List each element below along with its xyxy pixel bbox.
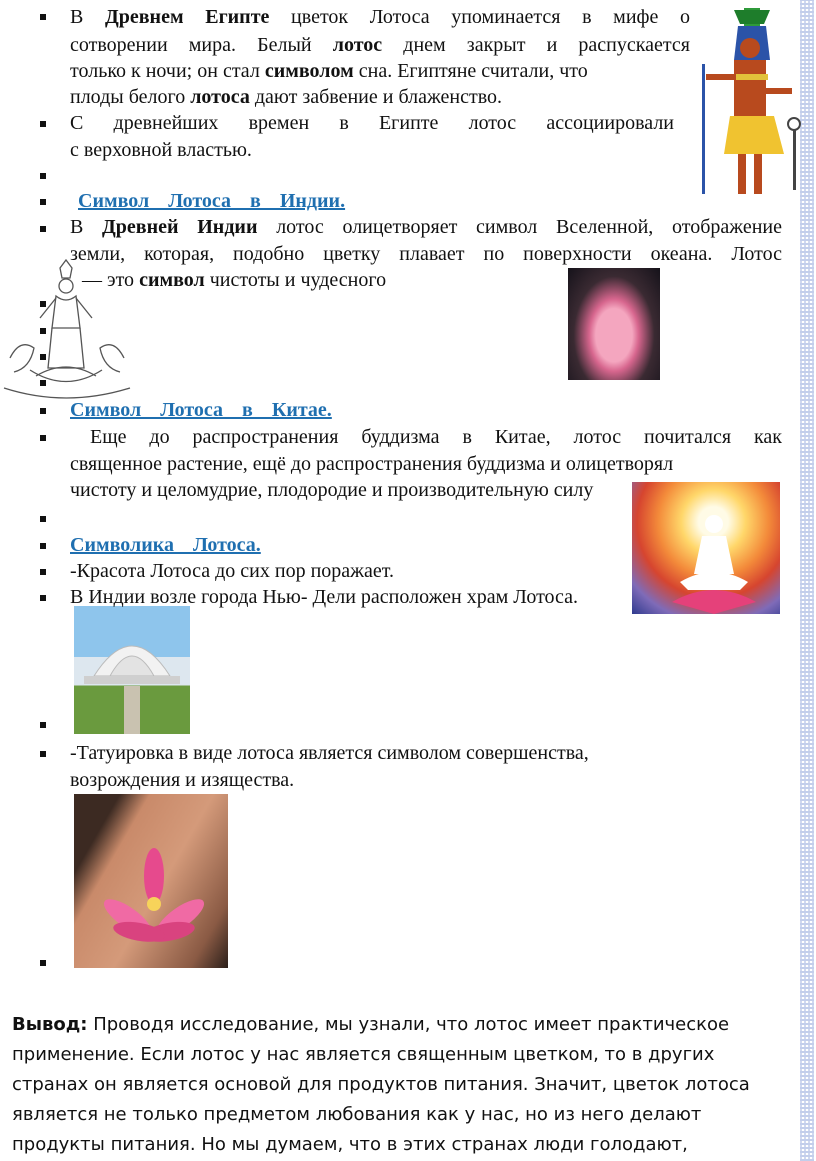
china-line-2: священное растение, ещё до распространения буддизма и олицетворял (70, 453, 674, 475)
bullet-marker (40, 408, 46, 414)
egypt-line-5: С древнейших времен в Египте лотос ассоциировали (70, 112, 674, 134)
bullet-marker (40, 173, 46, 179)
egypt-line-1: В Древнем Египте цветок Лотоса упоминается в мифе о (70, 6, 690, 28)
symbolism-heading[interactable]: Символика Лотоса. (70, 534, 261, 556)
egypt-line-2: сотворении мира. Белый лотос днем закрыт и распускается (70, 34, 690, 56)
conclusion-line-4: является не только предметом любования как у нас, но из него делают (12, 1104, 702, 1125)
india-line-2: земли, которая, подобно цветку плавает по поверхности океана. Лотос (70, 243, 782, 265)
china-line-3: чистоту и целомудрие, плодородие и производительную силу (70, 479, 594, 501)
india-heading[interactable]: Символ Лотоса в Индии. (78, 190, 346, 212)
india-line-3: — это символ чистоты и чудесного (82, 269, 387, 291)
bullet-marker (40, 960, 46, 966)
bullet-marker (40, 301, 46, 307)
bullet-marker (40, 595, 46, 601)
egypt-line-3: только к ночи; он стал символом сна. Египтяне считали, что (70, 60, 588, 82)
bullet-marker (40, 435, 46, 441)
symbolism-line-2: В Индии возле города Нью- Дели расположен храм Лотоса. (70, 586, 579, 608)
bullet-marker (40, 751, 46, 757)
egyptian-figure-image (694, 4, 806, 200)
bullet-marker (40, 14, 46, 20)
bullet-marker (40, 569, 46, 575)
india-line-1: В Древней Индии лотос олицетворяет символ Вселенной, отображение (70, 216, 782, 238)
bullet-marker (40, 380, 46, 386)
conclusion-line-5: продукты питания. Но мы думаем, что в этих странах люди голодают, (12, 1134, 688, 1155)
pink-lotus-photo (568, 268, 660, 380)
china-heading[interactable]: Символ Лотоса в Китае. (70, 399, 332, 421)
bullet-marker (40, 121, 46, 127)
bullet-marker (40, 354, 46, 360)
conclusion-line-3: странах он является основой для продуктов питания. Значит, цветок лотоса (12, 1074, 750, 1095)
china-line-1: Еще до распространения буддизма в Китае, лотос почитался как (90, 426, 782, 448)
bullet-marker (40, 516, 46, 522)
egypt-line-6: с верховной властью. (70, 139, 252, 161)
bullet-marker (40, 199, 46, 205)
symbolism-line-3: -Татуировка в виде лотоса является символом совершенства, (70, 742, 589, 764)
bullet-marker (40, 543, 46, 549)
bullet-marker (40, 328, 46, 334)
symbolism-line-1: -Красота Лотоса до сих пор поражает. (70, 560, 394, 582)
lotus-tattoo-photo (74, 794, 228, 968)
meditation-figure-photo (632, 482, 780, 614)
conclusion-label: Вывод: (12, 1014, 88, 1035)
symbolism-line-4: возрождения и изящества. (70, 769, 295, 791)
conclusion-paragraph (12, 1010, 772, 1160)
conclusion-line-1: Вывод: Проводя исследование, мы узнали, что лотос имеет практическое (12, 1014, 730, 1035)
egypt-line-4: плоды белого лотоса дают забвение и блаженство. (70, 86, 503, 108)
bullet-marker (40, 226, 46, 232)
lotus-temple-photo (74, 606, 190, 734)
bullet-marker (40, 722, 46, 728)
conclusion-line-2: применение. Если лотос у нас является священным цветком, то в других (12, 1044, 715, 1065)
